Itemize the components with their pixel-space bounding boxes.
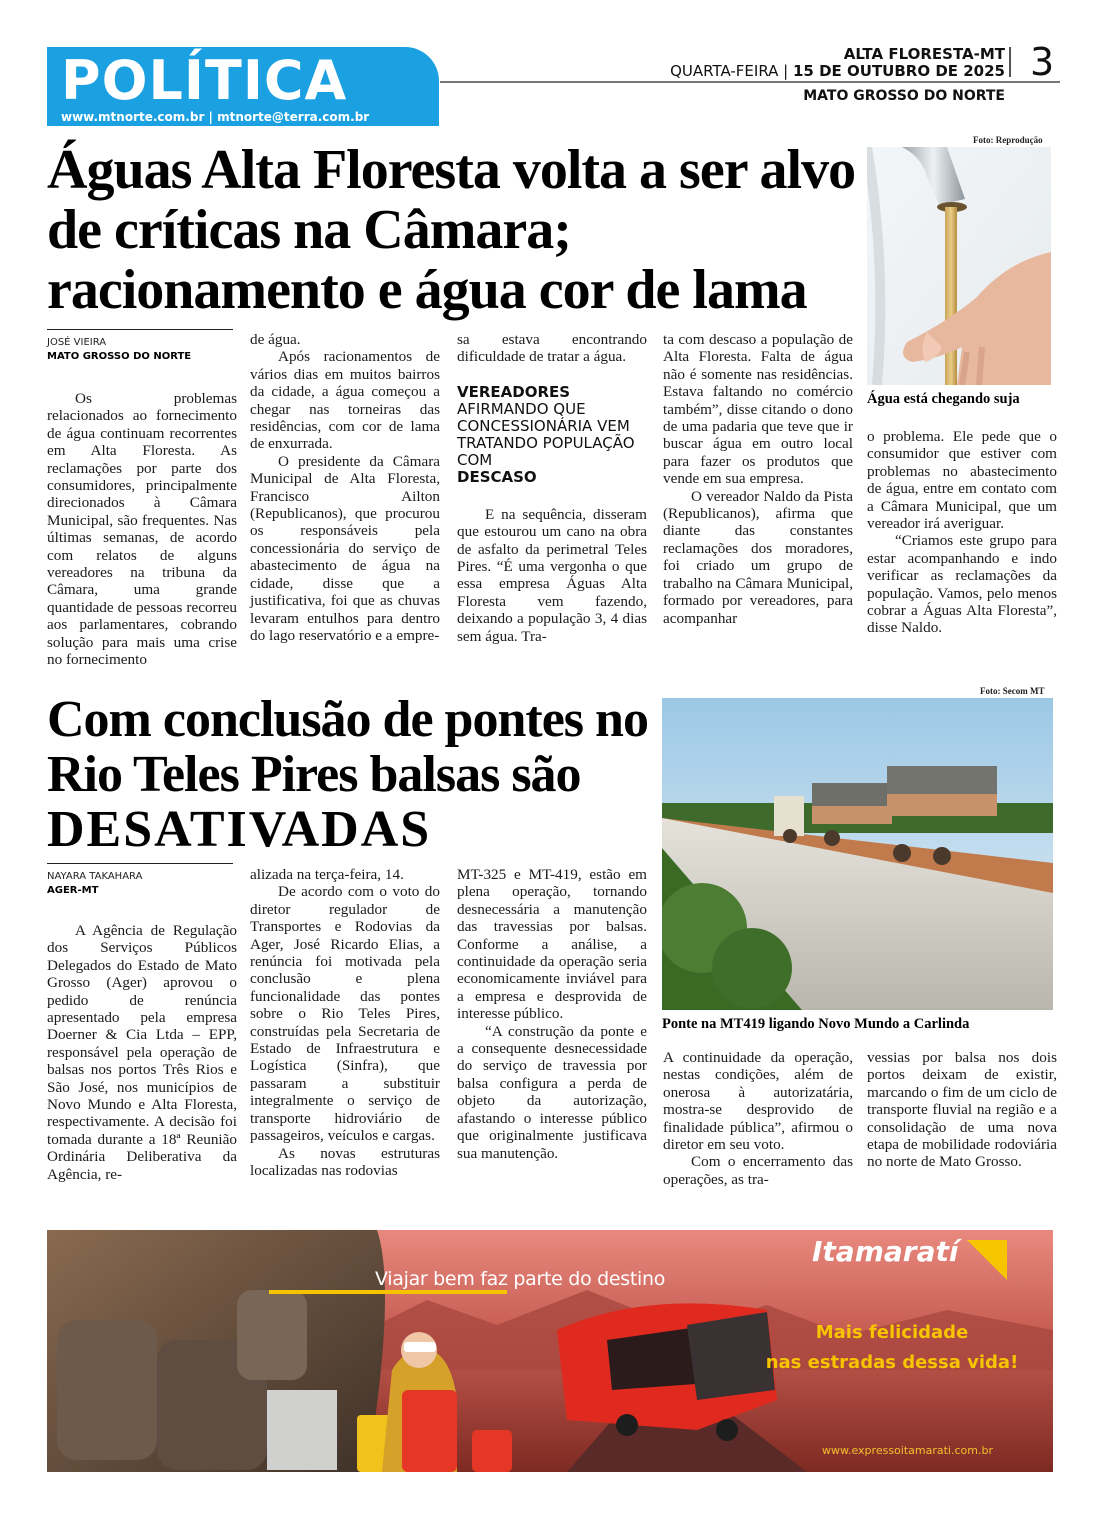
subhead-text: AFIRMANDO QUE CONCESSIONÁRIA VEM TRATANDO POPULAÇÃO COM — [457, 399, 635, 469]
article1-subhead — [457, 384, 647, 486]
paragraph: alizada na terça-feira, 14. — [250, 866, 404, 883]
bridge-photo — [662, 698, 1053, 1010]
section-banner — [47, 47, 439, 126]
date: 15 DE OUTUBRO DE 2025 — [793, 62, 1005, 80]
article2-column-5 — [867, 1049, 1057, 1171]
article1-column-5 — [867, 428, 1057, 637]
photo-caption: Água está chegando suja — [867, 391, 1020, 407]
article1-column-4 — [663, 331, 853, 627]
subhead-bold: VEREADORES — [457, 382, 571, 401]
paragraph: O vereador Naldo da Pista (Republicanos), afirma que diante das constantes reclamações dos moradores, foi criado um grupo de trabalho na Câmara Municipal, formado por vereadores, para acompanhar — [663, 487, 853, 627]
paragraph: De acordo com o voto do diretor regulador de Transportes e Rodovias da Ager, José Ricardo Elias, a renúncia foi motivada pela conclusão e plena funcionalidade das pontes sobre o Rio Teles Pires, construídas pela Secretaria de Estado de Infraestrutura e Logística (Sinfra), que passaram a substituir integralmente o serviço de transporte hidroviário de passageiros, veículos e cargas. — [250, 883, 440, 1145]
headline-emphasis: DESATIVADAS — [47, 801, 432, 858]
paragraph: sa estava encontrando dificuldade de tratar a água. — [457, 331, 647, 366]
ad-website-link[interactable]: www.expressoitamarati.com.br — [822, 1444, 993, 1457]
article1-headline: Águas Alta Floresta volta a ser alvo de críticas na Câmara; racionamento e água cor de lama — [47, 139, 856, 321]
byline-organization: AGER-MT — [47, 885, 99, 896]
page-number: 3 — [1030, 40, 1055, 84]
header-divider — [440, 81, 1060, 83]
contact-links[interactable]: www.mtnorte.com.br | mtnorte@terra.com.br — [61, 110, 370, 124]
ad-slogan-line: nas estradas dessa vida! — [765, 1352, 1019, 1373]
byline-author: NAYARA TAKAHARA — [47, 871, 143, 882]
article1-column-3 — [457, 331, 647, 645]
paragraph: “Criamos este grupo para estar acompanhando e indo verificar as reclamações da população. Vamos, pelo menos cobrar a Águas Alta Floresta”, disse Naldo. — [867, 532, 1057, 637]
paragraph: o problema. Ele pede que o consumidor que estiver com problemas no abastecimento de água, entre em contato com a Câmara Municipal, que um vereador irá averiguar. — [867, 428, 1057, 533]
article1-column-1 — [47, 390, 237, 669]
byline-author: JOSÉ VIEIRA — [47, 337, 107, 348]
paragraph: ta com descaso a população de Alta Floresta. Falta de água não é somente nas residências. Estava faltando no comércio também”, disse citando o dono de uma padaria que teve que ir buscar água em outro local para fazer os produtos que vende em sua empresa. — [663, 331, 853, 488]
byline-organization: MATO GROSSO DO NORTE — [47, 351, 192, 362]
truck-on-bridge-icon — [662, 698, 1053, 1010]
faucet-photo — [867, 147, 1051, 385]
paragraph: MT-325 e MT-419, estão em plena operação, tornando desnecessária a manutenção das travessias por balsas. Conforme a análise, a continuidade da operação seria economicamente inviável para a empresa e desprovida de interesse público. — [457, 866, 647, 1023]
ad-underline — [269, 1290, 507, 1294]
publication-name: MATO GROSSO DO NORTE — [803, 88, 1005, 104]
headline-text: Com conclusão de pontes no Rio Teles Pires balsas são — [47, 691, 648, 803]
paragraph: Os problemas relacionados ao fornecimento de água continuam recorrentes em Alta Floresta. As reclamações por parte dos consumidores, principalmente direcionados à Câmara Municipal, são frequentes. Nas últimas semanas, de acordo com relatos de alguns vereadores na tribuna da Câmara, uma grande quantidade de pessoas recorreu aos parlamentares, cobrando solução para mais uma crise no fornecimento — [47, 390, 237, 669]
itamarati-advertisement[interactable] — [47, 1230, 1053, 1472]
paragraph: Com o encerramento das operações, as tra- — [663, 1153, 853, 1188]
ad-slogan — [747, 1318, 1037, 1378]
paragraph: O presidente da Câmara Municipal de Alta Floresta, Francisco Ailton (Republicanos), que procurou os responsáveis pela concessionária do serviço de abastecimento de água na cidade, disse que a justificativa, foi que as chuvas levaram entulhos para dentro do lago reservatório e a empre- — [250, 452, 440, 644]
article1-byline — [47, 329, 233, 362]
article2-column-1 — [47, 922, 237, 1183]
article1-column-2 — [250, 331, 440, 644]
article2-byline — [47, 863, 233, 896]
article2-column-2 — [250, 866, 440, 1179]
paragraph: vessias por balsa nos dois portos deixam de existir, marcando o fim de um ciclo de transporte fluvial na região e a consolidação de uma nova etapa de mobilidade rodoviária no norte de Mato Grosso. — [867, 1049, 1057, 1171]
photo-caption: Ponte na MT419 ligando Novo Mundo a Carlinda — [662, 1016, 970, 1032]
edition-city: ALTA FLORESTA-MT — [843, 45, 1005, 63]
article2-headline — [47, 692, 657, 857]
article2-column-4 — [663, 1049, 853, 1188]
weekday: QUARTA-FEIRA — [670, 62, 779, 80]
paragraph: “A construção da ponte e a consequente desnecessidade do serviço de travessia por balsa configura a perda de objeto da autorização, afastando o interesse público que originalmente justificava sua manutenção. — [457, 1022, 647, 1162]
section-title: POLÍTICA — [61, 49, 348, 112]
paragraph: A continuidade da operação, nestas condições, além de onerosa à autorizatária, mostra-se desprovido de finalidade pública”, afirmou o diretor em seu voto. — [663, 1049, 853, 1154]
paragraph: E na sequência, disseram que estourou um cano na obra de asfalto da perimetral Teles Pires. “É uma vergonha o que essa empresa Águas Alta Floresta vem fazendo, deixando a população 3, 4 dias sem água. Tra- — [457, 505, 647, 645]
article2-column-3 — [457, 866, 647, 1162]
ad-slogan-line: Mais felicidade — [815, 1322, 969, 1343]
paragraph: Após racionamentos de vários dias em muitos bairros da cidade, a água começou a chegar nas torneiras das residências, com cor de lama de enxurrada. — [250, 348, 440, 453]
paragraph: As novas estruturas localizadas nas rodovias — [250, 1144, 440, 1179]
paragraph: A Agência de Regulação dos Serviços Públicos Delegados do Estado de Mato Grosso (Ager) aprovou o pedido de renúncia apresentado pela empresa Doerner & Cia Ltda – EPP, responsável pela operação de balsas nos portos Três Rios e São José, nos municípios de Novo Mundo e Alta Floresta, respectivamente. A decisão foi tomada durante a 18ª Reunião Ordinária Deliberativa da Agência, re- — [47, 922, 237, 1183]
paragraph: de água. — [250, 331, 301, 348]
ad-tagline: Viajar bem faz parte do destino — [375, 1268, 666, 1290]
subhead-bold: DESCASO — [457, 467, 537, 486]
photo-credit: Foto: Secom MT — [980, 686, 1045, 696]
ad-brand-logo: Itamaratí — [812, 1235, 959, 1268]
photo-credit: Foto: Reprodução — [973, 135, 1043, 145]
edition-date: QUARTA-FEIRA | 15 DE OUTUBRO DE 2025 — [670, 62, 1005, 80]
page-number-divider — [1009, 47, 1011, 77]
faucet-dirty-water-icon — [867, 147, 1051, 385]
